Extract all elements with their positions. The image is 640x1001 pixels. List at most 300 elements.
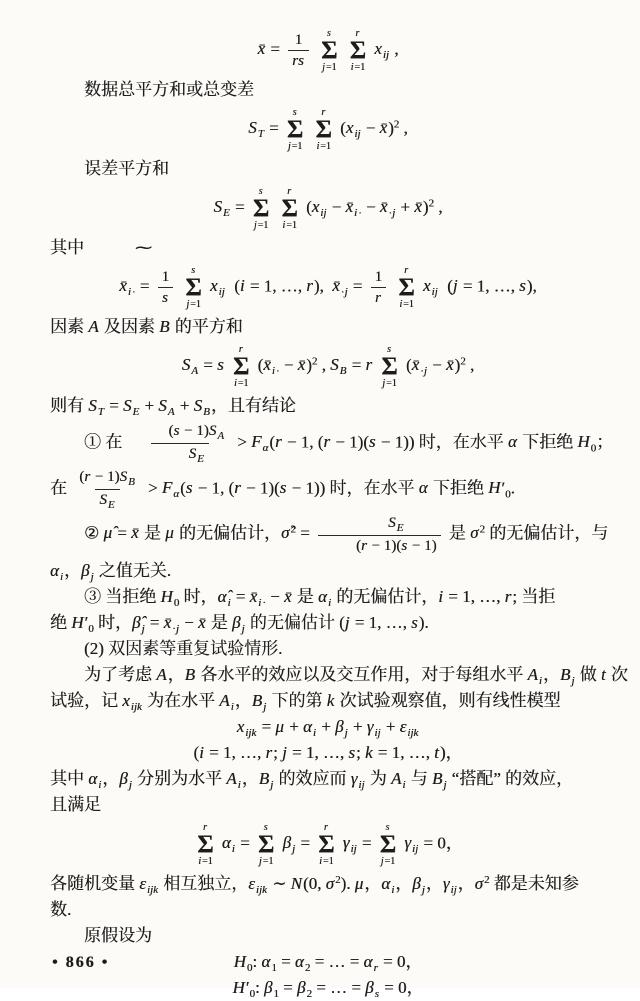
math-variable: α xyxy=(50,561,59,580)
sigma-icon: Σ xyxy=(379,831,397,858)
math-variable: i xyxy=(227,597,231,609)
text-line: $\alpha_i$，$\beta_j$ 之值无关. xyxy=(50,561,172,583)
math-variable: k xyxy=(326,691,335,710)
math-variable: H xyxy=(71,613,84,632)
subscript xyxy=(132,406,140,418)
math-variable: ij xyxy=(320,207,327,220)
math-variable: γ xyxy=(442,874,450,893)
sum-symbol: r Σ i=1 xyxy=(315,107,332,152)
math-variable: E xyxy=(107,499,115,511)
sigma-icon: Σ xyxy=(257,831,275,858)
math-variable: A xyxy=(219,691,230,710)
math-variable: A xyxy=(88,317,99,336)
math-variable: s xyxy=(279,478,287,498)
math-variable: S xyxy=(88,396,97,415)
math-variable: E xyxy=(223,207,230,220)
subscript xyxy=(270,779,274,791)
subscript xyxy=(129,779,133,791)
math-variable: j xyxy=(128,779,132,791)
math-variable: r xyxy=(374,290,381,306)
subscript: i· xyxy=(354,207,362,220)
subscript: ·j xyxy=(388,207,396,220)
math-variable: β xyxy=(263,978,273,997)
math-variable: i xyxy=(233,378,237,389)
math-variable: r xyxy=(355,28,360,39)
math-variable: σ xyxy=(470,523,479,543)
math-variable: ij xyxy=(450,884,457,896)
math-variable: x̄ xyxy=(345,197,354,217)
math-variable: α xyxy=(507,432,517,452)
math-variable: i xyxy=(282,220,286,231)
math-variable: s xyxy=(263,822,268,833)
math-variable: i xyxy=(316,141,320,152)
math-variable: ijk xyxy=(130,701,142,713)
math-variable: j xyxy=(253,220,257,231)
math-variable: α xyxy=(294,952,304,971)
math-variable: j xyxy=(241,623,245,635)
math-variable: j xyxy=(287,141,291,152)
subscript xyxy=(351,843,358,855)
text-line: ③ 当拒绝 $H_0$ 时，$\alphâ_i$ = $x̄_{i\cdot}$ − x̄ 是 $\alpha_i$ 的无偏估计，i = 1, …, r; 当拒 xyxy=(84,587,556,609)
subscript: 2 xyxy=(304,962,311,974)
sum-symbol: s Σ j=1 xyxy=(286,107,304,152)
text-line: (2) 双因素等重复试验情形. xyxy=(84,639,283,658)
sigma-icon: Σ xyxy=(321,37,338,64)
subscript xyxy=(141,623,145,635)
math-variable: s xyxy=(292,107,297,118)
math-variable: σ xyxy=(325,874,335,893)
math-variable: x̄ xyxy=(379,197,388,217)
sigma-icon: Σ xyxy=(349,37,367,64)
subscript: i· xyxy=(271,365,280,378)
subscript xyxy=(227,597,231,609)
superscript: 2 xyxy=(460,355,466,368)
math-variable: α xyxy=(221,833,231,853)
superscript: 2 xyxy=(479,523,485,536)
math-variable: S xyxy=(193,396,203,415)
math-variable: A xyxy=(167,406,175,418)
sigma-icon: Σ xyxy=(381,353,398,380)
subscript xyxy=(98,779,102,791)
math-variable: i xyxy=(538,675,542,687)
subscript xyxy=(173,488,180,500)
sum-symbol: r Σ i=1 xyxy=(349,28,367,73)
math-variable: ε xyxy=(399,717,407,736)
math-variable: i xyxy=(354,207,358,220)
math-variable: ε xyxy=(248,874,255,893)
math-variable: A xyxy=(226,769,237,788)
superscript: 2 xyxy=(335,874,341,886)
subscript xyxy=(263,701,267,713)
math-variable: α̂ xyxy=(217,587,227,606)
math-variable: j xyxy=(270,779,274,791)
math-variable: E xyxy=(197,453,204,465)
math-variable: α xyxy=(318,587,327,606)
sigma-icon: Σ xyxy=(252,195,270,222)
subscript xyxy=(571,675,575,687)
math-variable: i xyxy=(237,779,241,791)
math-variable: B xyxy=(184,665,196,684)
text-line: 数. xyxy=(50,900,72,919)
text-line: 试验，记 $x_{ijk}$ 为在水平 $A_i$，$B_j$ 下的第 k 次试验观察值，则有线性模型 xyxy=(50,691,561,713)
math-variable: s xyxy=(368,432,376,452)
subscript xyxy=(320,207,327,219)
math-variable: i xyxy=(391,884,395,896)
formula-line: r Σ i=1 $\alpha_i$ = s Σ j=1 $\beta_j$ = r Σ i=1 $\gamma_{ij}$ = s Σ j=1 $\gamma_{ij} = 0$， xyxy=(197,822,463,867)
math-variable: r xyxy=(373,962,378,974)
math-variable: j xyxy=(322,62,325,73)
math-variable: i xyxy=(230,701,234,713)
math-variable: ij xyxy=(374,727,381,739)
subscript xyxy=(412,843,419,855)
sum-symbol: r Σ i=1 xyxy=(398,265,415,310)
sum-symbol: r Σ i=1 xyxy=(233,344,250,389)
math-variable: r xyxy=(504,587,512,606)
math-variable: S xyxy=(122,396,132,415)
math-variable: B xyxy=(559,665,571,684)
subscript xyxy=(397,522,405,534)
math-variable: r xyxy=(84,469,91,485)
subscript xyxy=(402,779,406,791)
subscript xyxy=(98,406,105,418)
subscript xyxy=(443,779,447,791)
text-line: 其中 $\alpha_i$，$\beta_j$ 分别为水平 $A_i$，$B_j$ 的效应而 $\gamma_{ij}$ 为 $A_i$ 与 $B_j$ “搭配” 的效应， xyxy=(50,769,574,791)
math-variable: i xyxy=(98,779,102,791)
math-variable: μ xyxy=(354,874,364,893)
math-variable: γ xyxy=(366,717,374,736)
math-variable: β xyxy=(232,613,241,632)
math-variable: S xyxy=(119,469,128,485)
subscript: 0 xyxy=(590,442,597,455)
math-variable: x̄ xyxy=(198,613,206,632)
subscript xyxy=(223,207,231,219)
subscript xyxy=(256,884,268,896)
math-variable: s xyxy=(387,344,391,355)
math-variable: T xyxy=(97,406,104,418)
subscript: 0 xyxy=(246,962,253,974)
math-variable: ijk xyxy=(146,884,158,896)
superscript: 2 xyxy=(311,355,318,368)
math-variable: i xyxy=(258,597,262,609)
math-variable: α xyxy=(381,874,391,893)
subscript xyxy=(203,406,211,418)
math-variable: x̄ xyxy=(131,523,139,543)
subscript xyxy=(217,430,225,442)
math-variable: α xyxy=(261,952,271,971)
math-variable: x̄ xyxy=(445,355,454,375)
text-line: $x_{ijk} = \mu + \alpha_i + \beta_j + \gamma_{ij} + \varepsilon_{ijk}$ xyxy=(236,717,419,739)
math-variable: r xyxy=(202,822,207,833)
fraction: $\frac{1}{s}$ xyxy=(158,268,174,307)
math-variable: F xyxy=(161,478,173,498)
subscript xyxy=(292,843,296,855)
subscript xyxy=(539,675,543,687)
subscript: 1 xyxy=(271,962,277,974)
math-variable: ij xyxy=(350,843,357,856)
subscript xyxy=(128,476,136,488)
math-variable: β xyxy=(365,978,374,997)
math-variable: i xyxy=(271,365,275,378)
math-variable: x xyxy=(345,118,354,138)
math-variable: x̄ xyxy=(297,355,306,375)
math-variable: i xyxy=(399,299,403,310)
math-variable: j xyxy=(292,843,296,856)
math-variable: s xyxy=(258,186,263,197)
math-variable: B xyxy=(258,769,270,788)
formula-line: ② μ̂ = x̄ 是 μ 的无偏估计，σ̂$^2$ = $\frac{S_E}{(r - 1)(s - 1)}$ 是 $\sigma^2$ 的无偏估计，与 xyxy=(84,515,609,554)
sigma-icon: Σ xyxy=(398,274,415,301)
subscript xyxy=(245,727,257,739)
math-variable: s xyxy=(401,538,408,554)
math-variable: i xyxy=(312,727,316,739)
math-variable: i xyxy=(327,597,332,609)
math-variable: γ xyxy=(404,833,412,853)
math-variable: r xyxy=(265,743,273,762)
subscript: 0 xyxy=(505,488,511,501)
math-variable: B xyxy=(159,317,170,336)
math-variable: ij xyxy=(358,779,365,791)
math-variable: i xyxy=(127,286,131,299)
subscript xyxy=(231,701,235,713)
math-variable: α xyxy=(173,488,180,501)
math-variable: β xyxy=(282,833,292,853)
subscript xyxy=(345,727,349,739)
text-line: $H'_0$: $\beta_1 = \beta_2$ = … = $\beta_s = 0$， xyxy=(232,978,424,1000)
sigma-icon: Σ xyxy=(185,274,202,301)
math-variable: s xyxy=(385,822,390,833)
math-variable: α xyxy=(418,478,428,498)
math-variable: x̄ xyxy=(284,587,292,606)
formula-line: $S_E$ = s Σ j=1 r Σ i=1 ($x_{ij}$ − $x̄_{i\cdot}$ − $x̄_{\cdot j}$ + x̄)$^2$ , xyxy=(213,186,443,231)
subscript: i· xyxy=(127,286,136,299)
math-variable: r xyxy=(234,478,241,498)
math-variable: S xyxy=(158,396,167,415)
math-variable: j xyxy=(344,727,348,739)
math-variable: x̄ xyxy=(411,355,420,375)
math-variable: H xyxy=(233,952,246,971)
math-variable: S xyxy=(208,423,217,439)
math-variable: ijk xyxy=(407,727,419,739)
math-variable: γ xyxy=(350,769,358,788)
math-variable: x̄ xyxy=(163,613,172,632)
fraction: $\frac{S_E}{(r - 1)(s - 1)}$ xyxy=(318,514,441,555)
math-variable: α xyxy=(262,442,269,455)
math-variable: x̄ xyxy=(414,197,422,217)
subscript xyxy=(258,128,265,140)
math-variable: S xyxy=(388,515,396,531)
math-variable: B xyxy=(128,476,135,488)
text-line: $H_0$: $\alpha_1 = \alpha_2$ = … = $\alpha_r = 0$， xyxy=(233,952,423,974)
math-variable: σ xyxy=(474,874,484,893)
text-line: 且满足 xyxy=(50,795,101,814)
math-variable: k xyxy=(365,743,373,762)
math-variable: i xyxy=(198,856,201,867)
math-variable: j xyxy=(141,623,145,635)
math-variable: F xyxy=(251,432,262,452)
math-variable: x̄ xyxy=(332,276,340,296)
subscript xyxy=(131,701,143,713)
text-line: 则有 $S_T = S_E + S_A + S_B$，且有结论 xyxy=(50,396,296,418)
math-variable: i xyxy=(402,779,406,791)
fraction: $\frac{(s - 1)S_A}{S_E}$ xyxy=(131,422,230,465)
subscript xyxy=(232,843,236,855)
math-variable: r xyxy=(306,276,313,296)
math-variable: j xyxy=(392,207,396,220)
math-variable: j xyxy=(380,856,384,867)
math-variable: j xyxy=(90,571,94,583)
math-variable: i xyxy=(59,571,63,583)
subscript xyxy=(391,884,395,896)
math-variable: β xyxy=(412,874,421,893)
math-variable: T xyxy=(257,128,264,141)
math-variable: E xyxy=(396,522,404,534)
text-line: 其中 ⁓ xyxy=(50,238,152,257)
math-variable: ijk xyxy=(245,727,257,739)
math-variable: A xyxy=(217,430,225,442)
subscript xyxy=(422,884,426,896)
sigma-icon: Σ xyxy=(315,116,332,143)
math-variable: N xyxy=(290,874,302,893)
math-variable: B xyxy=(431,769,443,788)
math-variable: μ̂ xyxy=(103,523,113,543)
math-variable: rs xyxy=(292,53,304,69)
math-variable: i xyxy=(231,843,235,856)
subscript xyxy=(373,962,378,974)
fraction: $\frac{(r - 1)S_B}{S_E}$ xyxy=(79,469,135,511)
sum-symbol: s Σ j=1 xyxy=(185,265,202,310)
subscript xyxy=(238,779,242,791)
math-variable: j xyxy=(452,276,458,296)
math-variable: j xyxy=(263,701,267,713)
text-line: 为了考虑 A，B 各水平的效应以及交互作用，对于每组水平 $A_i$，$B_j$ 做 t 次 xyxy=(84,665,628,687)
subscript xyxy=(354,128,361,140)
subscript xyxy=(432,286,439,298)
math-variable: j xyxy=(186,299,190,310)
math-variable: B xyxy=(339,365,347,378)
math-variable: r xyxy=(238,344,243,355)
math-variable: i xyxy=(438,587,444,606)
subscript xyxy=(90,571,94,583)
subscript xyxy=(147,884,159,896)
math-variable: μ xyxy=(275,717,284,736)
subscript xyxy=(108,499,116,511)
sum-symbol: s Σ j=1 xyxy=(257,822,275,867)
subscript: ·j xyxy=(172,623,179,635)
math-variable: r xyxy=(404,265,408,276)
math-variable: s xyxy=(326,28,331,39)
math-variable: x̄ xyxy=(379,118,388,138)
math-variable: μ xyxy=(165,523,174,543)
math-variable: r xyxy=(365,355,373,375)
math-variable: r xyxy=(323,432,330,452)
math-variable: x̄ xyxy=(249,587,258,606)
subscript xyxy=(191,365,199,377)
math-variable: s xyxy=(191,265,196,276)
fraction: $\frac{1}{r}$ xyxy=(371,268,387,307)
math-variable: x xyxy=(210,276,218,296)
math-variable: α xyxy=(88,769,98,788)
subscript xyxy=(313,727,317,739)
math-variable: t xyxy=(600,665,606,684)
math-variable: j xyxy=(571,675,575,687)
math-variable: j xyxy=(423,365,427,378)
subscript: 0 xyxy=(249,988,255,1000)
math-variable: r xyxy=(274,432,282,452)
formula-line: 在 $\frac{(r - 1)S_B}{S_E}$ > $F_\alpha(s - 1$, (r − 1)(s − 1)) 时，在水平 α 下拒绝 $H'_0$. xyxy=(50,469,515,511)
math-variable: j xyxy=(382,378,386,389)
sigma-icon: Σ xyxy=(233,353,250,380)
subscript: ·j xyxy=(340,286,348,299)
math-variable: j xyxy=(344,286,348,299)
sigma-icon: Σ xyxy=(197,831,214,858)
subscript xyxy=(168,406,176,418)
subscript: 0 xyxy=(173,597,180,609)
math-variable: S xyxy=(181,355,191,375)
math-variable: H xyxy=(488,478,501,498)
subscript xyxy=(407,727,419,739)
formula-line: ① 在 $\frac{(s - 1)S_A}{S_E}$ > $F_\alpha(r - 1$, (r − 1)(s − 1)) 时，在水平 α 下拒绝 $H_0$； xyxy=(84,423,614,465)
sum-symbol: s Σ j=1 xyxy=(252,186,270,231)
math-variable: x xyxy=(422,276,431,296)
math-variable: S xyxy=(188,446,197,462)
math-variable: γ xyxy=(342,833,350,853)
subscript xyxy=(358,779,365,791)
sum-symbol: r Σ i=1 xyxy=(318,822,335,867)
subscript: 2 xyxy=(306,988,312,1000)
sum-symbol: s Σ j=1 xyxy=(381,344,398,389)
superscript: 2 xyxy=(428,197,434,210)
math-variable: α xyxy=(302,717,312,736)
subscript xyxy=(197,453,205,465)
math-variable: s xyxy=(173,423,180,439)
text-line: 绝 $H'_0$ 时，$\betâ_j$ = $x̄_{\cdot j}$ − x̄ 是 $\beta_j$ 的无偏估计 (j = 1, …, s). xyxy=(50,613,429,635)
superscript: 2 xyxy=(290,523,296,536)
subscript xyxy=(60,571,64,583)
math-variable: s xyxy=(519,276,526,296)
math-variable: H xyxy=(160,587,173,606)
sigma-icon: Σ xyxy=(281,195,298,222)
text-line: 误差平方和 xyxy=(84,159,169,178)
subscript xyxy=(340,365,348,377)
math-variable: A xyxy=(527,665,538,684)
math-variable: ij xyxy=(431,286,438,299)
math-variable: i xyxy=(199,743,204,762)
math-variable: β̂ xyxy=(132,613,141,632)
subscript xyxy=(263,442,270,454)
sum-symbol: s Σ j=1 xyxy=(379,822,397,867)
math-variable: A xyxy=(191,365,199,378)
math-variable: H xyxy=(232,978,245,997)
math-variable: s xyxy=(411,613,418,632)
math-variable: ij xyxy=(354,128,361,141)
math-variable: i xyxy=(350,62,354,73)
subscript: ·j xyxy=(420,365,427,378)
subscript xyxy=(375,988,380,1000)
text-line: 原假设为 xyxy=(84,926,152,945)
superscript: 2 xyxy=(484,874,490,886)
math-variable: S xyxy=(213,197,223,217)
math-variable: A xyxy=(391,769,402,788)
math-variable: B xyxy=(203,406,210,418)
math-variable: j xyxy=(175,623,179,635)
math-variable: H xyxy=(577,432,590,452)
math-variable: i xyxy=(239,276,245,296)
formula-line: $S_T$ = s Σ j=1 r Σ i=1 ($x_{ij}$ − x̄)$^2$ , xyxy=(248,107,408,152)
math-variable: s xyxy=(217,355,224,375)
sum-symbol: s Σ j=1 xyxy=(321,28,338,73)
formula-line: x̄ = $\frac{1}{rs}$ s Σ j=1 r Σ i=1 $x_{ij}$ , xyxy=(257,28,399,73)
subscript xyxy=(451,884,458,896)
